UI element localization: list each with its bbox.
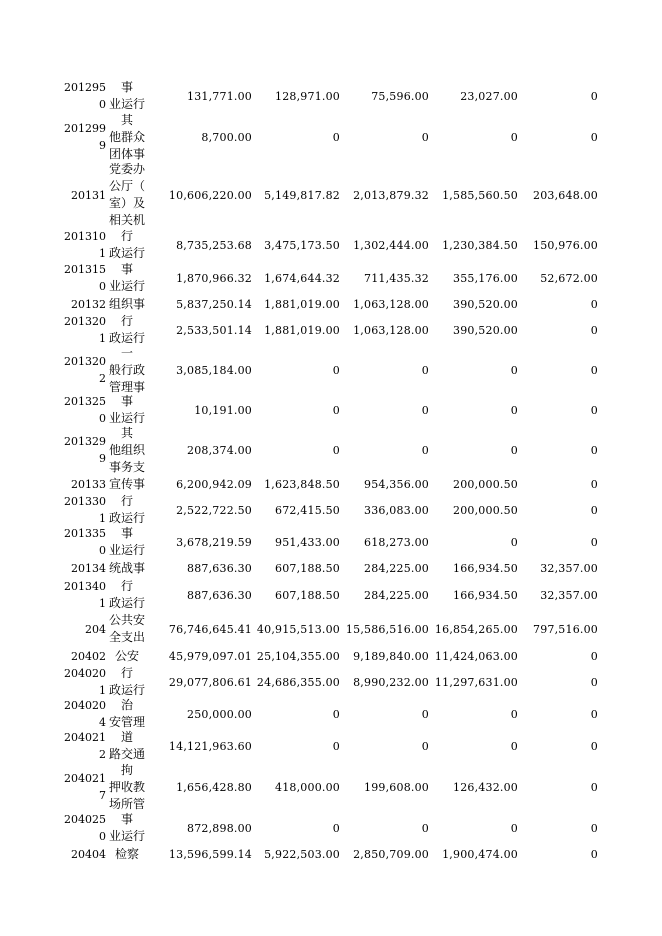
amount-col-4: 16,854,265.00 [434,622,518,636]
account-name: 行 政运行 [108,579,145,610]
amount-col-5: 0 [590,503,598,517]
amount-col-2: 607,188.50 [275,561,340,575]
amount-col-5: 52,672.00 [540,271,598,285]
amount-col-5: 0 [590,89,598,103]
amount-col-1: 13,596,599.14 [168,847,252,861]
amount-col-2: 0 [332,739,340,753]
amount-col-2: 5,922,503.00 [264,847,340,861]
account-code: 20402 [71,649,106,663]
amount-col-1: 76,746,645.41 [168,622,252,636]
account-name: 宣传事 [108,476,145,491]
account-name: 事 业运行 [108,80,145,111]
table-row [0,730,662,762]
amount-col-2: 1,623,848.50 [264,477,340,491]
account-name: 行 政运行 [108,666,145,697]
account-code: 204020 4 [64,699,106,729]
table-row [0,346,662,394]
amount-col-5: 0 [590,821,598,835]
account-name: 统战事 [108,560,145,575]
table-row [0,698,662,730]
amount-col-3: 618,273.00 [364,535,429,549]
amount-col-2: 0 [332,130,340,144]
amount-col-5: 0 [590,363,598,377]
account-name: 党委办 公厅（ 室）及 相关机 [108,162,145,227]
amount-col-5: 0 [590,535,598,549]
amount-col-5: 0 [590,403,598,417]
amount-col-1: 887,636.30 [187,561,252,575]
account-name: 行 政运行 [108,314,145,345]
table-row [0,844,662,864]
amount-col-4: 390,520.00 [453,297,518,311]
table-row [0,314,662,346]
account-name: 其 他组织 事务支 [108,425,145,474]
account-code: 201335 0 [64,527,106,557]
amount-col-1: 131,771.00 [187,89,252,103]
account-name: 行 政运行 [108,229,145,260]
amount-col-3: 2,013,879.32 [353,188,429,202]
amount-col-3: 0 [421,130,429,144]
account-code: 204020 1 [64,667,106,697]
amount-col-5: 0 [590,323,598,337]
amount-col-3: 284,225.00 [364,588,429,602]
table-row [0,612,662,646]
account-code: 204021 7 [64,772,106,802]
amount-col-3: 0 [421,739,429,753]
amount-col-5: 203,648.00 [533,188,598,202]
amount-col-3: 8,990,232.00 [353,675,429,689]
amount-col-3: 2,850,709.00 [353,847,429,861]
amount-col-4: 0 [510,130,518,144]
amount-col-4: 23,027.00 [460,89,518,103]
table-row [0,762,662,812]
table-row [0,646,662,666]
amount-col-2: 0 [332,443,340,457]
amount-col-1: 250,000.00 [187,707,252,721]
amount-col-2: 951,433.00 [275,535,340,549]
amount-col-5: 797,516.00 [533,622,598,636]
amount-col-1: 8,700.00 [201,130,252,144]
amount-col-5: 0 [590,130,598,144]
account-code: 201325 0 [64,395,106,425]
amount-col-5: 0 [590,443,598,457]
amount-col-3: 9,189,840.00 [353,649,429,663]
amount-col-5: 0 [590,707,598,721]
amount-col-3: 199,608.00 [364,780,429,794]
amount-col-4: 126,432.00 [453,780,518,794]
amount-col-2: 3,475,173.50 [264,238,340,252]
account-code: 204025 0 [64,813,106,843]
amount-col-4: 11,424,063.00 [434,649,518,663]
account-code: 201295 0 [64,81,106,111]
table-row [0,558,662,578]
account-name: 事 业运行 [108,262,145,293]
account-code: 20404 [71,847,106,861]
amount-col-3: 1,063,128.00 [353,297,429,311]
amount-col-4: 355,176.00 [453,271,518,285]
amount-col-1: 887,636.30 [187,588,252,602]
amount-col-1: 2,522,722.50 [176,503,252,517]
amount-col-4: 200,000.50 [453,477,518,491]
amount-col-1: 872,898.00 [187,821,252,835]
amount-col-1: 10,606,220.00 [168,188,252,202]
account-code: 20133 [71,477,106,491]
account-name: 一 般行政 管理事 [108,345,145,394]
amount-col-5: 32,357.00 [540,588,598,602]
amount-col-4: 0 [510,363,518,377]
amount-col-2: 672,415.50 [275,503,340,517]
amount-col-2: 128,971.00 [275,89,340,103]
account-name: 公安 [114,648,139,663]
amount-col-1: 5,837,250.14 [176,297,252,311]
amount-col-3: 336,083.00 [364,503,429,517]
amount-col-4: 1,230,384.50 [442,238,518,252]
account-name: 检察 [114,846,139,861]
amount-col-1: 3,085,184.00 [176,363,252,377]
amount-col-1: 8,735,253.68 [176,238,252,252]
budget-table [0,80,662,864]
account-name: 事 业运行 [108,394,145,425]
amount-col-1: 2,533,501.14 [176,323,252,337]
amount-col-3: 284,225.00 [364,561,429,575]
amount-col-2: 0 [332,403,340,417]
table-row [0,162,662,228]
account-code: 201329 9 [64,435,106,465]
amount-col-2: 24,686,355.00 [256,675,340,689]
amount-col-3: 0 [421,403,429,417]
amount-col-1: 1,656,428.80 [176,780,252,794]
account-name: 拘 押收教 场所管 [108,762,145,811]
amount-col-5: 0 [590,649,598,663]
amount-col-2: 1,881,019.00 [264,297,340,311]
account-name: 行 政运行 [108,494,145,525]
amount-col-1: 29,077,806.61 [168,675,252,689]
amount-col-1: 208,374.00 [187,443,252,457]
account-code: 20134 [71,561,106,575]
table-row [0,80,662,112]
account-code: 201310 1 [64,230,106,260]
account-code: 201330 1 [64,495,106,525]
amount-col-5: 150,976.00 [533,238,598,252]
amount-col-1: 45,979,097.01 [168,649,252,663]
amount-col-4: 166,934.50 [453,588,518,602]
amount-col-4: 166,934.50 [453,561,518,575]
amount-col-5: 0 [590,477,598,491]
amount-col-3: 75,596.00 [371,89,429,103]
account-code: 201340 1 [64,580,106,610]
table-row [0,666,662,698]
amount-col-5: 0 [590,847,598,861]
account-code: 201315 0 [64,263,106,293]
amount-col-2: 5,149,817.82 [264,188,340,202]
amount-col-4: 1,585,560.50 [442,188,518,202]
account-name: 公共安 全支出 [108,613,145,644]
table-row [0,812,662,844]
amount-col-4: 0 [510,535,518,549]
amount-col-5: 0 [590,739,598,753]
table-row [0,262,662,294]
account-code: 204021 2 [64,731,106,761]
amount-col-4: 390,520.00 [453,323,518,337]
amount-col-2: 0 [332,821,340,835]
account-code: 201299 9 [64,122,106,152]
table-row [0,426,662,474]
amount-col-4: 0 [510,821,518,835]
account-name: 其 他群众 团体事 [108,112,145,161]
amount-col-3: 711,435.32 [364,271,429,285]
amount-col-3: 1,063,128.00 [353,323,429,337]
table-row [0,578,662,612]
account-name: 事 业运行 [108,526,145,557]
amount-col-5: 0 [590,675,598,689]
amount-col-2: 418,000.00 [275,780,340,794]
amount-col-4: 0 [510,739,518,753]
table-row [0,294,662,314]
amount-col-2: 0 [332,363,340,377]
amount-col-1: 1,870,966.32 [176,271,252,285]
amount-col-4: 0 [510,443,518,457]
account-code: 20131 [71,188,106,202]
account-name: 事 业运行 [108,812,145,843]
amount-col-3: 0 [421,707,429,721]
account-code: 201320 2 [64,355,106,385]
amount-col-3: 0 [421,821,429,835]
account-name: 治 安管理 [108,698,145,729]
amount-col-2: 0 [332,707,340,721]
amount-col-5: 32,357.00 [540,561,598,575]
amount-col-2: 1,881,019.00 [264,323,340,337]
table-row [0,474,662,494]
amount-col-1: 3,678,219.59 [176,535,252,549]
amount-col-3: 954,356.00 [364,477,429,491]
table-row [0,394,662,426]
amount-col-3: 1,302,444.00 [353,238,429,252]
amount-col-4: 0 [510,403,518,417]
account-name: 道 路交通 [108,730,145,761]
account-code: 20132 [71,297,106,311]
account-code: 201320 1 [64,315,106,345]
amount-col-4: 1,900,474.00 [442,847,518,861]
amount-col-4: 11,297,631.00 [434,675,518,689]
account-name: 组织事 [108,296,145,311]
table-row [0,112,662,162]
amount-col-3: 0 [421,363,429,377]
amount-col-4: 200,000.50 [453,503,518,517]
amount-col-2: 25,104,355.00 [256,649,340,663]
amount-col-2: 607,188.50 [275,588,340,602]
table-row [0,526,662,558]
amount-col-4: 0 [510,707,518,721]
table-row [0,494,662,526]
account-code: 204 [85,622,106,636]
table-row [0,228,662,262]
amount-col-2: 1,674,644.32 [264,271,340,285]
amount-col-5: 0 [590,297,598,311]
amount-col-3: 15,586,516.00 [345,622,429,636]
amount-col-3: 0 [421,443,429,457]
amount-col-5: 0 [590,780,598,794]
amount-col-1: 6,200,942.09 [176,477,252,491]
amount-col-1: 10,191.00 [194,403,252,417]
amount-col-1: 14,121,963.60 [168,739,252,753]
amount-col-2: 40,915,513.00 [256,622,340,636]
